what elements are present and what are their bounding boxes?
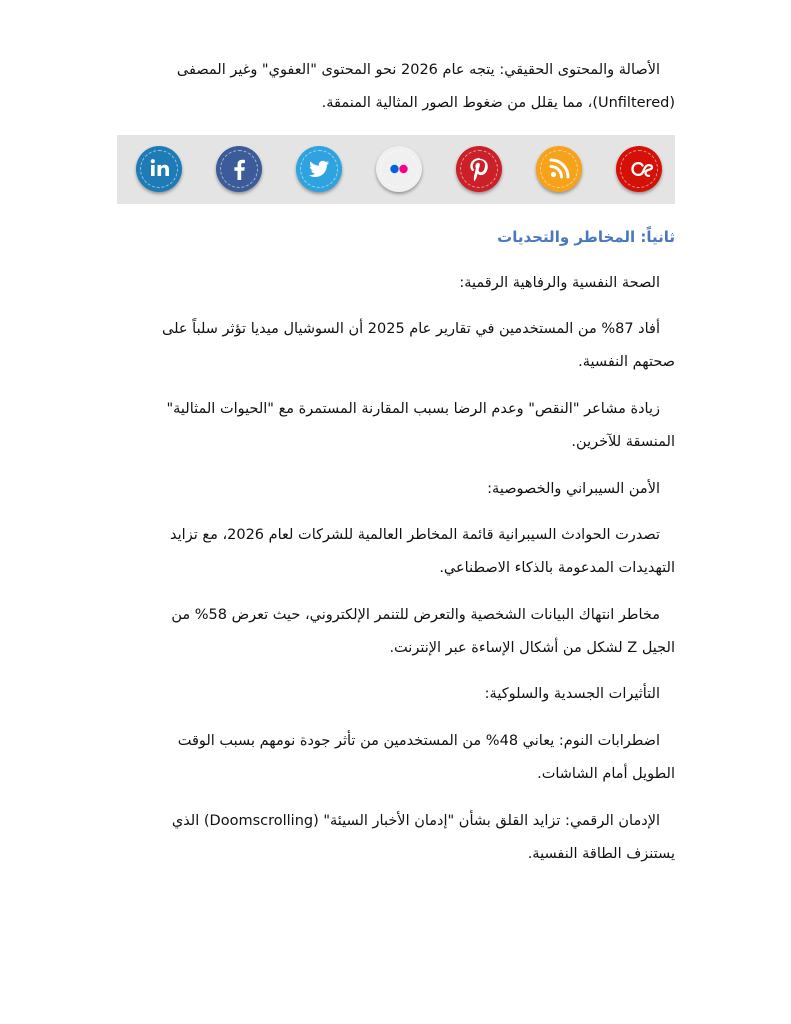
- mental-health-paragraph-2: زيادة مشاعر "النقص" وعدم الرضا بسبب المقارنة المستمرة مع "الحيوات المثالية" المنسقة للآخرين.: [166, 401, 675, 450]
- physical-paragraph-2: الإدمان الرقمي: تزايد القلق بشأن "إدمان الأخبار السيئة" (Doomscrolling) الذي يستنزف الطاقة النفسية.: [171, 813, 675, 862]
- pinterest-icon: [456, 146, 502, 192]
- lastfm-icon: [616, 146, 662, 192]
- security-heading: الأمن السيبراني والخصوصية:: [487, 481, 660, 497]
- physical-effects-heading: التأثيرات الجسدية والسلوكية:: [484, 686, 660, 702]
- rss-icon: [536, 146, 582, 192]
- section-title: ثانياً: المخاطر والتحديات: [497, 228, 675, 246]
- twitter-icon: [296, 146, 342, 192]
- mental-health-paragraph-1: أفاد 87% من المستخدمين في تقارير عام 2025 أن السوشيال ميديا تؤثر سلباً على صحتهم النفسية.: [162, 321, 675, 370]
- facebook-icon: [216, 146, 262, 192]
- linkedin-icon: [136, 146, 182, 192]
- physical-paragraph-1: اضطرابات النوم: يعاني 48% من المستخدمين من تأثر جودة نومهم بسبب الوقت الطويل أمام الشاشات.: [177, 733, 675, 782]
- intro-paragraph: الأصالة والمحتوى الحقيقي: يتجه عام 2026 نحو المحتوى "العفوي" وغير المصفى (Unfiltered)، مما يقلل من ضغوط الصور المثالية المنمقة.: [176, 62, 675, 111]
- document-page: [117, 0, 675, 1024]
- mental-health-heading: الصحة النفسية والرفاهية الرقمية:: [459, 275, 660, 291]
- social-media-banner: [117, 135, 675, 204]
- flickr-icon: [376, 146, 422, 192]
- security-paragraph-2: مخاطر انتهاك البيانات الشخصية والتعرض للتنمر الإلكتروني، حيث تعرض 58% من الجيل Z لشكل من أشكال الإساءة عبر الإنترنت.: [171, 607, 675, 656]
- security-paragraph-1: تصدرت الحوادث السيبرانية قائمة المخاطر العالمية للشركات لعام 2026، مع تزايد التهديدات المدعومة بالذكاء الاصطناعي.: [170, 527, 675, 576]
